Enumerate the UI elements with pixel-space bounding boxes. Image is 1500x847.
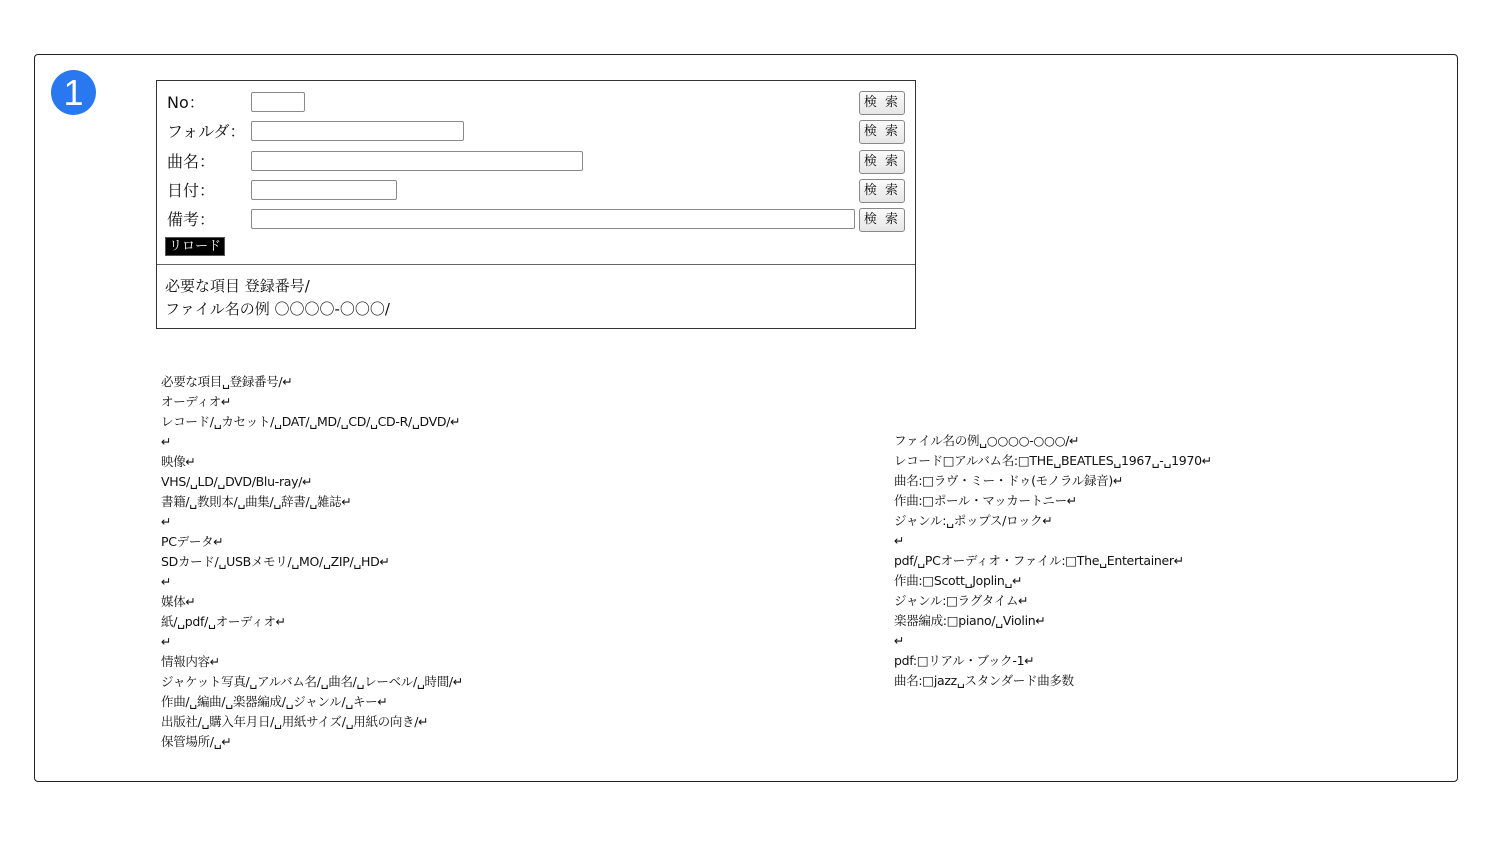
search-form <box>156 80 916 329</box>
text-line: 映像↵ <box>161 454 196 469</box>
search-date-button[interactable]: 検 索 <box>859 179 905 203</box>
text-line: オーディオ↵ <box>161 394 232 409</box>
form-row-no <box>167 91 907 115</box>
title-input[interactable] <box>251 151 583 171</box>
text-line: 作曲:□Scott␣Joplin␣↵ <box>894 573 1023 588</box>
form-row-title <box>167 150 907 174</box>
filename-example-note: ファイル名の例 〇〇〇〇-〇〇〇/ <box>165 300 390 318</box>
folder-input[interactable] <box>251 121 464 141</box>
text-line: 作曲:□ポール・マッカートニー↵ <box>894 493 1077 508</box>
required-items-text-block <box>161 372 463 752</box>
text-line: 出版社/␣購入年月日/␣用紙サイズ/␣用紙の向き/↵ <box>161 714 429 729</box>
folder-label: フォルダ： <box>167 122 246 141</box>
filename-examples-text-block <box>894 431 1212 691</box>
text-line: SDカード/␣USBメモリ/␣MO/␣ZIP/␣HD↵ <box>161 554 390 569</box>
text-line: ファイル名の例␣○○○○-○○○/↵ <box>894 433 1080 448</box>
remarks-input[interactable] <box>251 209 855 229</box>
text-line: ジャンル:␣ポップス/ロック↵ <box>894 513 1053 528</box>
form-row-date <box>167 179 907 203</box>
no-input[interactable] <box>251 92 305 112</box>
text-line: 書籍/␣教則本/␣曲集/␣辞書/␣雑誌↵ <box>161 494 352 509</box>
text-line: レコード□アルバム名:□THE␣BEATLES␣1967␣-␣1970↵ <box>894 453 1212 468</box>
text-line: ↵ <box>161 574 172 589</box>
form-row-remarks <box>167 208 907 232</box>
search-remarks-button[interactable]: 検 索 <box>859 208 905 232</box>
text-line: PCデータ↵ <box>161 534 224 549</box>
date-input[interactable] <box>251 180 397 200</box>
text-line: 情報内容↵ <box>161 654 220 669</box>
text-line: 曲名:□ラヴ・ミー・ドゥ(モノラル録音)↵ <box>894 473 1124 488</box>
search-title-button[interactable]: 検 索 <box>859 150 905 174</box>
form-row-folder <box>167 120 907 144</box>
text-line: 作曲/␣編曲/␣楽器編成/␣ジャンル/␣キー↵ <box>161 694 388 709</box>
step-number-badge: 1 <box>51 70 96 115</box>
text-line: ジャケット写真/␣アルバム名/␣曲名/␣レーベル/␣時間/↵ <box>161 674 464 689</box>
search-no-button[interactable]: 検 索 <box>859 91 905 115</box>
reload-button[interactable]: リロード <box>165 237 225 256</box>
search-folder-button[interactable]: 検 索 <box>859 120 905 144</box>
text-line: 媒体↵ <box>161 594 196 609</box>
text-line: 楽器編成:□piano/␣Violin↵ <box>894 613 1046 628</box>
title-label: 曲名： <box>167 152 216 171</box>
text-line: ↵ <box>894 533 905 548</box>
text-line: 紙/␣pdf/␣オーディオ↵ <box>161 614 286 629</box>
text-line: 保管場所/␣↵ <box>161 734 232 749</box>
text-line: 必要な項目␣登録番号/↵ <box>161 374 293 389</box>
text-line: pdf:□リアル・ブック-1↵ <box>894 653 1035 668</box>
no-label: No： <box>167 93 205 112</box>
date-label: 日付： <box>167 181 216 200</box>
required-items-note: 必要な項目 登録番号/ <box>165 277 310 295</box>
text-line: ↵ <box>161 514 172 529</box>
remarks-label: 備考： <box>167 210 216 229</box>
form-divider <box>157 264 915 265</box>
text-line: レコード/␣カセット/␣DAT/␣MD/␣CD/␣CD-R/␣DVD/↵ <box>161 414 461 429</box>
text-line: ↵ <box>161 634 172 649</box>
text-line: VHS/␣LD/␣DVD/Blu-ray/↵ <box>161 474 313 489</box>
text-line: 曲名:□jazz␣スタンダード曲多数 <box>894 673 1074 688</box>
text-line: pdf/␣PCオーディオ・ファイル:□The␣Entertainer↵ <box>894 553 1184 568</box>
text-line: ↵ <box>161 434 172 449</box>
text-line: ↵ <box>894 633 905 648</box>
text-line: ジャンル:□ラグタイム↵ <box>894 593 1029 608</box>
